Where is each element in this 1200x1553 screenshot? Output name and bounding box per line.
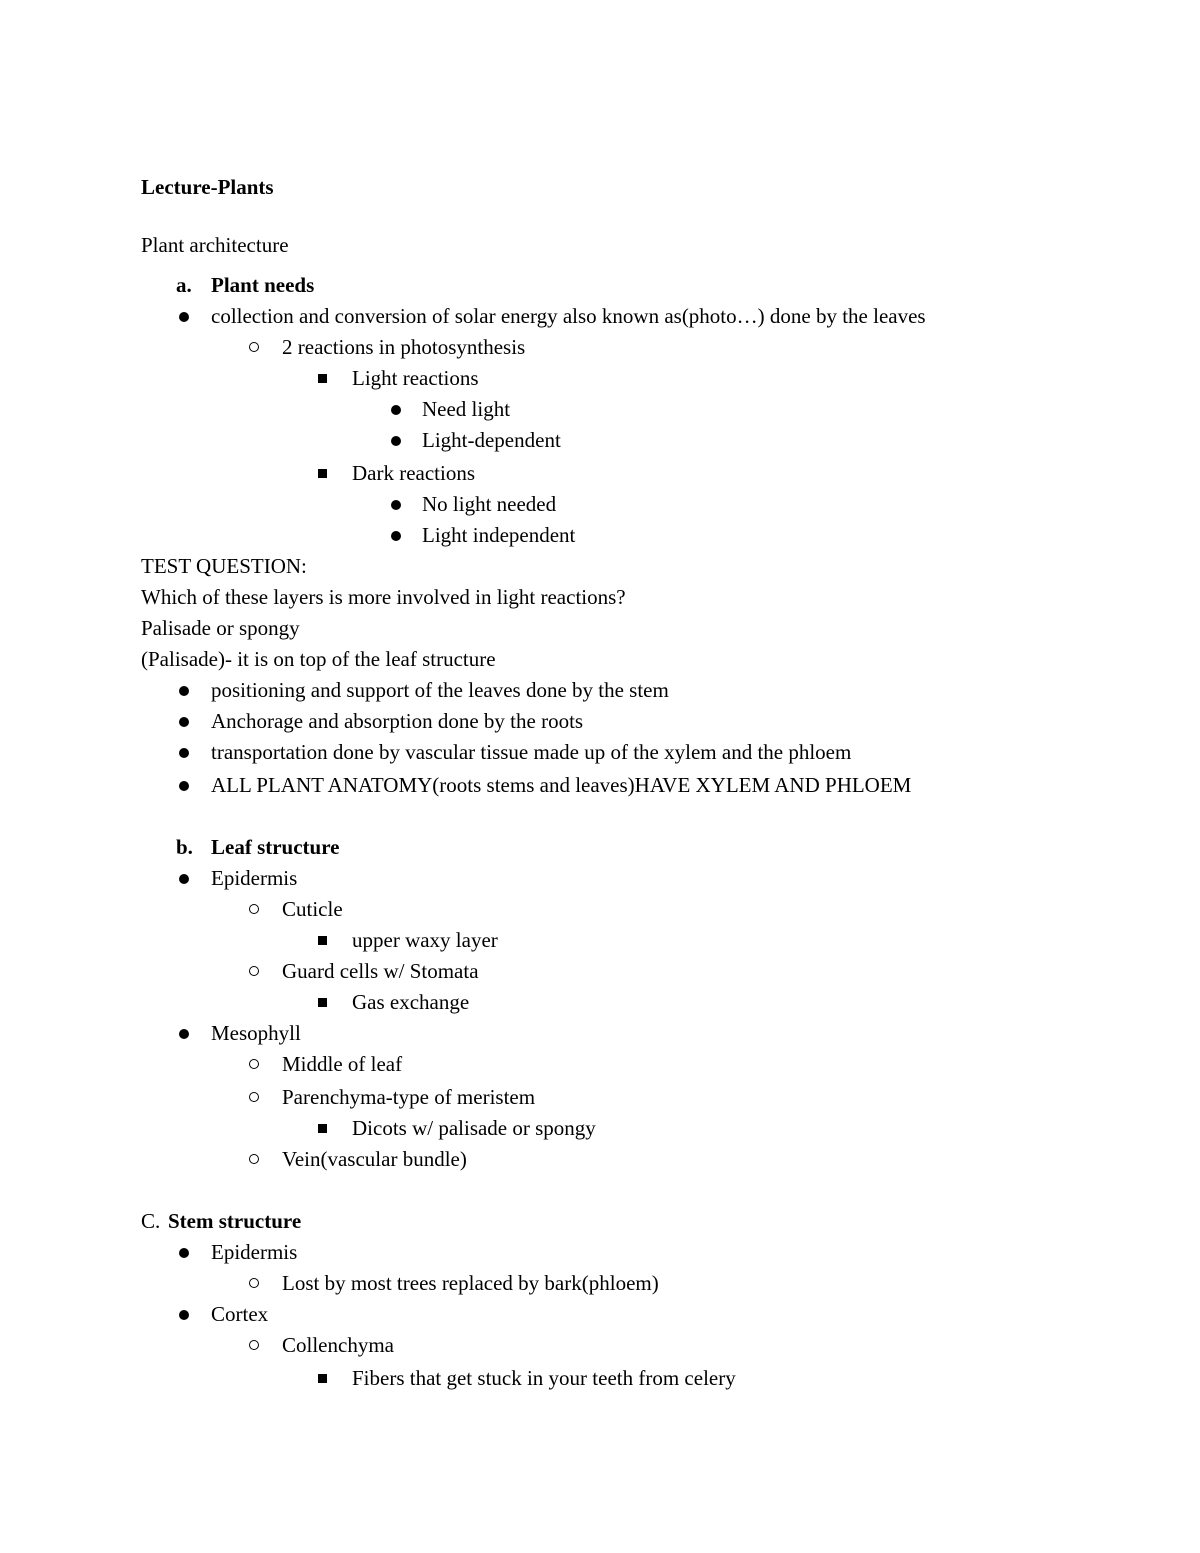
list-item: Dark reactions bbox=[352, 461, 476, 485]
section-c-heading: Stem structure bbox=[168, 1209, 302, 1233]
bullet-disc-icon bbox=[179, 686, 189, 696]
bullet-square-icon bbox=[318, 998, 327, 1007]
bullet-circle-icon bbox=[249, 966, 259, 976]
list-item: Mesophyll bbox=[211, 1021, 301, 1045]
list-item: Need light bbox=[422, 397, 511, 421]
bullet-disc-icon bbox=[391, 500, 401, 510]
list-item: Light-dependent bbox=[422, 428, 561, 452]
bullet-disc-icon bbox=[179, 1310, 189, 1320]
list-item: Collenchyma bbox=[282, 1333, 394, 1357]
bullet-disc-icon bbox=[179, 748, 189, 758]
bullet-circle-icon bbox=[249, 904, 259, 914]
bullet-disc-icon bbox=[391, 531, 401, 541]
bullet-square-icon bbox=[318, 469, 327, 478]
list-item: No light needed bbox=[422, 492, 557, 516]
section-b-marker: b. bbox=[176, 835, 193, 859]
bullet-square-icon bbox=[318, 936, 327, 945]
test-answer: (Palisade)- it is on top of the leaf structure bbox=[141, 647, 496, 671]
list-item: Vein(vascular bundle) bbox=[282, 1147, 467, 1171]
list-item: Light reactions bbox=[352, 366, 479, 390]
page-title: Lecture-Plants bbox=[141, 175, 274, 199]
bullet-square-icon bbox=[318, 374, 327, 383]
bullet-circle-icon bbox=[249, 1154, 259, 1164]
list-item: Cortex bbox=[211, 1302, 269, 1326]
subtitle: Plant architecture bbox=[141, 233, 289, 257]
list-item: upper waxy layer bbox=[352, 928, 498, 952]
list-item: Dicots w/ palisade or spongy bbox=[352, 1116, 596, 1140]
bullet-circle-icon bbox=[249, 1059, 259, 1069]
bullet-square-icon bbox=[318, 1124, 327, 1133]
bullet-circle-icon bbox=[249, 1340, 259, 1350]
list-item: Guard cells w/ Stomata bbox=[282, 959, 479, 983]
section-c-marker: C. bbox=[141, 1209, 161, 1233]
test-question: Which of these layers is more involved in light reactions? bbox=[141, 585, 626, 609]
list-item: ALL PLANT ANATOMY(roots stems and leaves)HAVE XYLEM AND PHLOEM bbox=[211, 773, 912, 797]
list-item: collection and conversion of solar energy also known as(photo…) done by the leaves bbox=[211, 304, 926, 328]
list-item: Middle of leaf bbox=[282, 1052, 403, 1076]
section-b-heading: Leaf structure bbox=[211, 835, 340, 859]
bullet-circle-icon bbox=[249, 1278, 259, 1288]
bullet-disc-icon bbox=[391, 405, 401, 415]
bullet-disc-icon bbox=[179, 1029, 189, 1039]
bullet-disc-icon bbox=[179, 1248, 189, 1258]
list-item: positioning and support of the leaves done by the stem bbox=[211, 678, 669, 702]
list-item: 2 reactions in photosynthesis bbox=[282, 335, 526, 359]
bullet-circle-icon bbox=[249, 342, 259, 352]
section-a-heading: Plant needs bbox=[211, 273, 315, 297]
list-item: Fibers that get stuck in your teeth from celery bbox=[352, 1366, 736, 1390]
bullet-disc-icon bbox=[179, 312, 189, 322]
bullet-disc-icon bbox=[391, 436, 401, 446]
list-item: Parenchyma-type of meristem bbox=[282, 1085, 536, 1109]
test-label: TEST QUESTION: bbox=[141, 554, 307, 578]
list-item: Cuticle bbox=[282, 897, 343, 921]
bullet-circle-icon bbox=[249, 1092, 259, 1102]
bullet-square-icon bbox=[318, 1374, 327, 1383]
section-a-marker: a. bbox=[176, 273, 192, 297]
list-item: Gas exchange bbox=[352, 990, 470, 1014]
list-item: Epidermis bbox=[211, 1240, 298, 1264]
bullet-disc-icon bbox=[179, 717, 189, 727]
list-item: Epidermis bbox=[211, 866, 298, 890]
list-item: Anchorage and absorption done by the roots bbox=[211, 709, 584, 733]
bullet-disc-icon bbox=[179, 781, 189, 791]
list-item: transportation done by vascular tissue made up of the xylem and the phloem bbox=[211, 740, 852, 764]
list-item: Light independent bbox=[422, 523, 576, 547]
list-item: Lost by most trees replaced by bark(phloem) bbox=[282, 1271, 659, 1295]
test-options: Palisade or spongy bbox=[141, 616, 300, 640]
bullet-disc-icon bbox=[179, 874, 189, 884]
